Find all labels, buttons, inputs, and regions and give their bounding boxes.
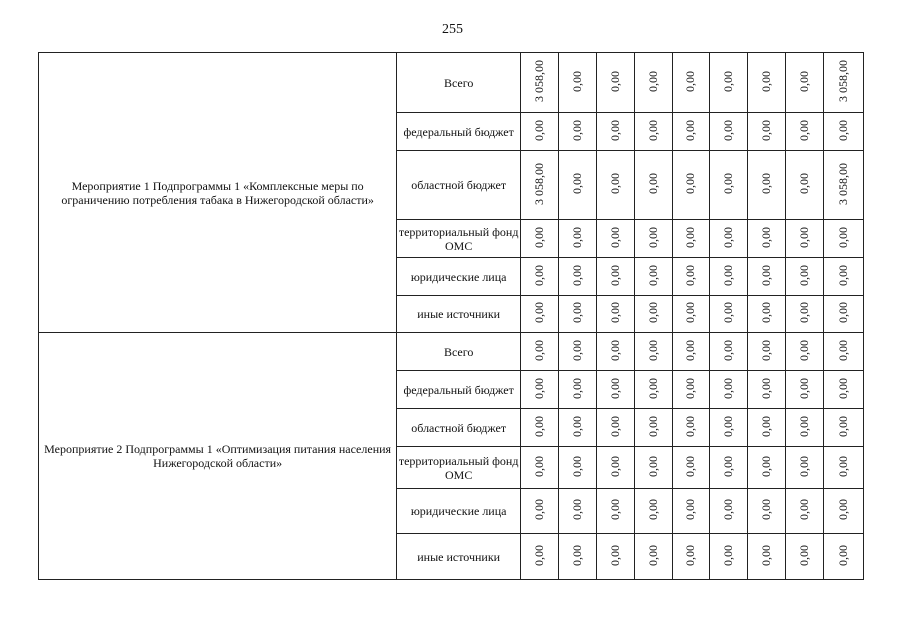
page-number: 255 (442, 22, 463, 37)
amount-cell (558, 296, 596, 333)
table-row (39, 333, 864, 371)
amount-cell (596, 447, 634, 489)
amount-cell (558, 151, 596, 220)
amount-cell (748, 489, 786, 534)
amount-cell (558, 220, 596, 258)
amount-cell (710, 53, 748, 113)
amount-value: 0,00 (532, 377, 547, 399)
funding-source: иные источники (397, 534, 521, 580)
amount-cell (710, 151, 748, 220)
amount-cell (823, 409, 863, 447)
amount-cell (521, 447, 559, 489)
amount-cell (521, 113, 559, 151)
amount-value: 0,00 (759, 119, 774, 141)
amount-value: 0,00 (759, 302, 774, 323)
amount-cell (710, 489, 748, 534)
activity-title (39, 53, 397, 333)
amount-cell (748, 113, 786, 151)
funding-source: юридические лица (397, 258, 521, 296)
amount-value: 0,00 (721, 415, 736, 437)
amount-value: 0,00 (721, 339, 736, 361)
amount-value: 0,00 (607, 544, 622, 566)
amount-cell (596, 409, 634, 447)
amount-cell (672, 258, 710, 296)
amount-value: 0,00 (835, 415, 850, 437)
amount-cell (634, 113, 672, 151)
amount-cell (823, 371, 863, 409)
amount-value: 0,00 (532, 544, 547, 566)
amount-cell (521, 409, 559, 447)
funding-source: областной бюджет (397, 151, 521, 220)
amount-value: 0,00 (569, 544, 584, 566)
amount-value: 3 058,00 (532, 162, 547, 205)
amount-cell (521, 489, 559, 534)
amount-cell (596, 151, 634, 220)
amount-value: 0,00 (759, 264, 774, 286)
amount-value: 0,00 (835, 455, 850, 477)
amount-value: 0,00 (683, 70, 698, 92)
amount-value: 0,00 (532, 455, 547, 477)
amount-cell (748, 371, 786, 409)
amount-value: 0,00 (569, 339, 584, 361)
amount-value: 0,00 (645, 544, 660, 566)
amount-value: 0,00 (835, 119, 850, 141)
amount-cell (710, 258, 748, 296)
amount-value: 0,00 (645, 415, 660, 437)
amount-value: 0,00 (683, 339, 698, 361)
amount-value: 0,00 (569, 302, 584, 323)
amount-value: 0,00 (759, 377, 774, 399)
amount-cell (521, 151, 559, 220)
amount-cell (521, 220, 559, 258)
amount-value: 0,00 (759, 544, 774, 566)
amount-value: 0,00 (683, 226, 698, 248)
amount-cell (634, 333, 672, 371)
amount-cell (596, 371, 634, 409)
amount-value: 0,00 (835, 302, 850, 323)
amount-value: 0,00 (607, 173, 622, 194)
amount-value: 0,00 (645, 499, 660, 520)
amount-cell (596, 258, 634, 296)
amount-cell (710, 220, 748, 258)
amount-value: 0,00 (532, 302, 547, 323)
amount-cell (710, 333, 748, 371)
amount-cell (823, 258, 863, 296)
amount-value: 0,00 (797, 377, 812, 399)
amount-value: 0,00 (645, 226, 660, 248)
funding-source: федеральный бюджет (397, 113, 521, 151)
amount-value: 0,00 (532, 226, 547, 248)
amount-cell (786, 409, 824, 447)
amount-cell (672, 296, 710, 333)
amount-value: 0,00 (645, 377, 660, 399)
amount-value: 0,00 (645, 173, 660, 194)
amount-value: 0,00 (835, 339, 850, 361)
amount-cell (823, 447, 863, 489)
amount-value: 0,00 (569, 455, 584, 477)
amount-value: 0,00 (721, 544, 736, 566)
amount-value: 0,00 (835, 226, 850, 248)
amount-cell (748, 258, 786, 296)
amount-value: 0,00 (759, 173, 774, 194)
amount-value: 0,00 (721, 377, 736, 399)
amount-value: 0,00 (532, 339, 547, 361)
amount-value: 0,00 (645, 70, 660, 92)
amount-value: 0,00 (721, 173, 736, 194)
amount-cell (786, 534, 824, 580)
amount-cell (786, 113, 824, 151)
amount-value: 0,00 (721, 455, 736, 477)
funding-source: Всего (397, 53, 521, 113)
amount-value: 0,00 (759, 415, 774, 437)
amount-cell (672, 113, 710, 151)
amount-value: 0,00 (532, 415, 547, 437)
amount-value: 0,00 (569, 173, 584, 194)
amount-cell (558, 258, 596, 296)
amount-cell (521, 371, 559, 409)
amount-cell (634, 296, 672, 333)
amount-value: 0,00 (759, 499, 774, 520)
amount-cell (558, 409, 596, 447)
amount-value: 0,00 (607, 339, 622, 361)
amount-value: 0,00 (569, 264, 584, 286)
amount-cell (786, 296, 824, 333)
amount-value: 0,00 (683, 173, 698, 194)
amount-value: 0,00 (797, 302, 812, 323)
amount-value: 0,00 (532, 119, 547, 141)
amount-cell (748, 534, 786, 580)
amount-cell (672, 409, 710, 447)
amount-cell (596, 333, 634, 371)
amount-cell (710, 447, 748, 489)
amount-value: 0,00 (569, 70, 584, 92)
amount-value: 3 058,00 (835, 162, 850, 205)
activity-title-text: Мероприятие 2 Подпрограммы 1 «Оптимизация питания населения Нижегородской области» (44, 442, 392, 470)
amount-value: 0,00 (645, 339, 660, 361)
amount-value: 0,00 (569, 226, 584, 248)
amount-cell (558, 534, 596, 580)
amount-cell (748, 409, 786, 447)
amount-cell (521, 258, 559, 296)
funding-source: территориальный фонд ОМС (397, 447, 521, 489)
amount-cell (672, 447, 710, 489)
amount-cell (823, 333, 863, 371)
amount-cell (672, 534, 710, 580)
amount-cell (596, 489, 634, 534)
amount-value: 0,00 (569, 415, 584, 437)
amount-cell (710, 113, 748, 151)
funding-table (38, 52, 864, 580)
amount-cell (596, 220, 634, 258)
amount-value: 0,00 (721, 499, 736, 520)
amount-cell (634, 489, 672, 534)
amount-cell (521, 296, 559, 333)
amount-value: 0,00 (797, 70, 812, 92)
amount-value: 0,00 (607, 499, 622, 520)
amount-cell (558, 113, 596, 151)
funding-source: Всего (397, 333, 521, 371)
table-row (39, 53, 864, 113)
amount-cell (521, 333, 559, 371)
amount-value: 0,00 (569, 377, 584, 399)
amount-cell (823, 489, 863, 534)
amount-value: 0,00 (569, 499, 584, 520)
funding-source: юридические лица (397, 489, 521, 534)
amount-value: 0,00 (607, 119, 622, 141)
amount-value: 0,00 (607, 415, 622, 437)
amount-value: 0,00 (721, 119, 736, 141)
amount-value: 0,00 (797, 499, 812, 520)
amount-cell (558, 333, 596, 371)
amount-cell (672, 489, 710, 534)
amount-cell (521, 534, 559, 580)
amount-value: 0,00 (721, 264, 736, 286)
amount-cell (558, 489, 596, 534)
amount-value: 0,00 (683, 119, 698, 141)
amount-cell (710, 534, 748, 580)
amount-cell (786, 258, 824, 296)
amount-cell (634, 220, 672, 258)
amount-value: 0,00 (797, 544, 812, 566)
amount-value: 0,00 (759, 455, 774, 477)
activity-title-text: Мероприятие 1 Подпрограммы 1 «Комплексные меры по ограничению потребления табака в Нижегородской области» (61, 178, 374, 207)
amount-value: 0,00 (835, 264, 850, 286)
amount-value: 0,00 (759, 226, 774, 248)
amount-cell (558, 53, 596, 113)
funding-source: территориальный фонд ОМС (397, 220, 521, 258)
amount-value: 0,00 (607, 302, 622, 323)
amount-cell (634, 447, 672, 489)
amount-cell (634, 409, 672, 447)
amount-cell (823, 113, 863, 151)
amount-cell (672, 220, 710, 258)
amount-cell (786, 489, 824, 534)
funding-source: иные источники (397, 296, 521, 333)
amount-cell (634, 53, 672, 113)
amount-value: 0,00 (683, 455, 698, 477)
amount-cell (634, 534, 672, 580)
amount-cell (748, 296, 786, 333)
amount-cell (823, 151, 863, 220)
amount-value: 0,00 (607, 264, 622, 286)
funding-source: областной бюджет (397, 409, 521, 447)
amount-cell (748, 53, 786, 113)
amount-cell (558, 371, 596, 409)
amount-value: 0,00 (683, 499, 698, 520)
amount-cell (786, 447, 824, 489)
amount-cell (786, 333, 824, 371)
amount-value: 0,00 (797, 339, 812, 361)
amount-cell (710, 296, 748, 333)
amount-value: 0,00 (532, 499, 547, 520)
amount-cell (596, 296, 634, 333)
amount-value: 0,00 (759, 70, 774, 92)
amount-cell (596, 53, 634, 113)
amount-value: 0,00 (645, 455, 660, 477)
amount-cell (634, 258, 672, 296)
activity-title (39, 333, 397, 580)
amount-cell (710, 371, 748, 409)
amount-value: 0,00 (607, 70, 622, 92)
amount-value: 3 058,00 (835, 60, 850, 102)
amount-value: 0,00 (835, 499, 850, 520)
amount-cell (823, 220, 863, 258)
funding-source: федеральный бюджет (397, 371, 521, 409)
amount-cell (786, 371, 824, 409)
amount-cell (823, 534, 863, 580)
amount-value: 0,00 (645, 119, 660, 141)
amount-value: 0,00 (569, 119, 584, 141)
amount-value: 0,00 (797, 415, 812, 437)
amount-cell (748, 447, 786, 489)
amount-value: 0,00 (683, 377, 698, 399)
amount-value: 0,00 (683, 302, 698, 323)
amount-value: 0,00 (759, 339, 774, 361)
amount-value: 0,00 (797, 226, 812, 248)
amount-value: 0,00 (532, 264, 547, 286)
amount-value: 0,00 (645, 302, 660, 323)
amount-cell (672, 53, 710, 113)
amount-cell (672, 371, 710, 409)
amount-value: 0,00 (721, 302, 736, 323)
amount-cell (634, 371, 672, 409)
amount-cell (596, 534, 634, 580)
amount-cell (748, 333, 786, 371)
amount-value: 3 058,00 (532, 60, 547, 102)
amount-cell (748, 220, 786, 258)
amount-value: 0,00 (607, 377, 622, 399)
amount-cell (521, 53, 559, 113)
amount-cell (596, 113, 634, 151)
amount-value: 0,00 (797, 455, 812, 477)
amount-value: 0,00 (797, 119, 812, 141)
amount-value: 0,00 (797, 173, 812, 194)
amount-value: 0,00 (683, 264, 698, 286)
amount-cell (786, 220, 824, 258)
amount-value: 0,00 (797, 264, 812, 286)
amount-cell (748, 151, 786, 220)
amount-cell (558, 447, 596, 489)
amount-value: 0,00 (721, 70, 736, 92)
amount-cell (634, 151, 672, 220)
amount-value: 0,00 (645, 264, 660, 286)
amount-value: 0,00 (835, 544, 850, 566)
amount-value: 0,00 (683, 544, 698, 566)
amount-cell (672, 151, 710, 220)
amount-value: 0,00 (721, 226, 736, 248)
amount-cell (710, 409, 748, 447)
amount-cell (786, 151, 824, 220)
amount-value: 0,00 (835, 377, 850, 399)
amount-value: 0,00 (607, 226, 622, 248)
amount-cell (786, 53, 824, 113)
amount-cell (823, 53, 863, 113)
amount-value: 0,00 (607, 455, 622, 477)
amount-cell (823, 296, 863, 333)
amount-value: 0,00 (683, 415, 698, 437)
amount-cell (672, 333, 710, 371)
